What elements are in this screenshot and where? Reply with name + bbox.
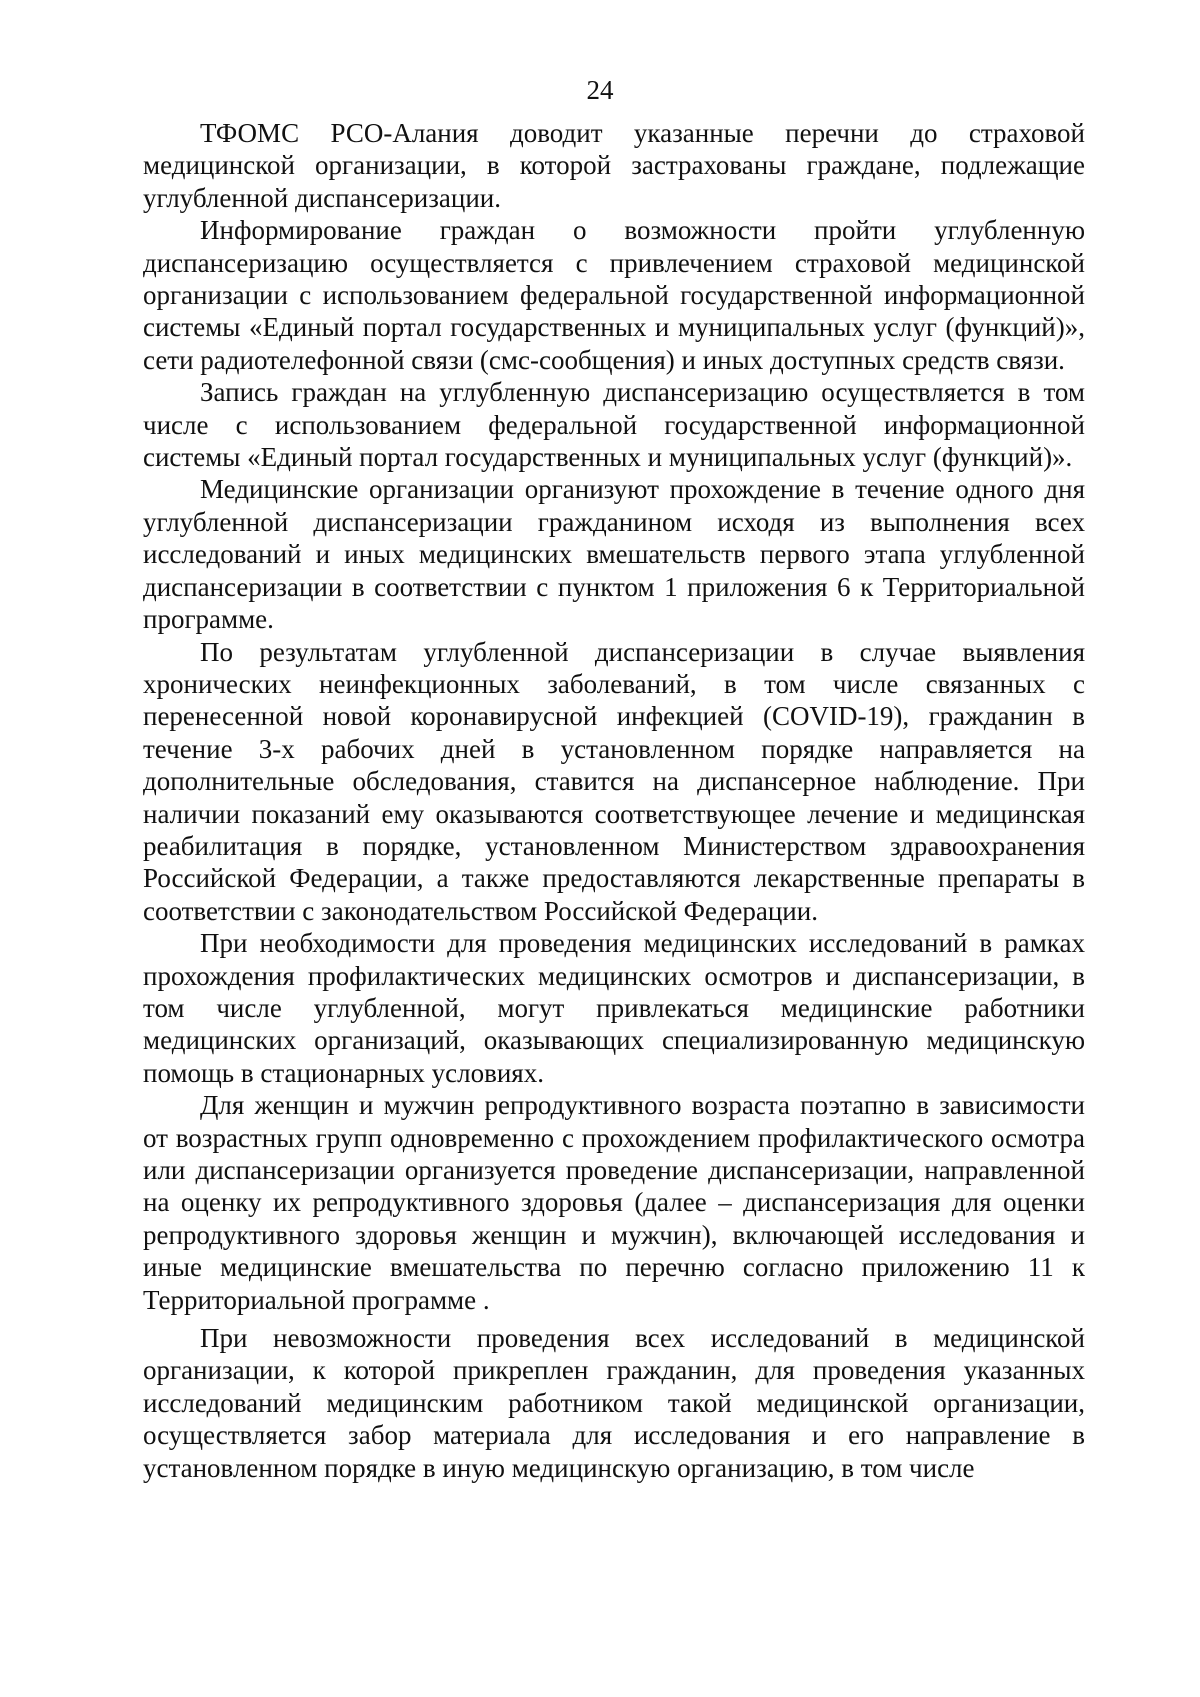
paragraph-one-day-dispensary: Медицинские организации организуют прохождение в течение одного дня углубленной диспансеризации гражданином исходя из выполнения всех исследований и иных медицинских вмешательств первого этапа углубленной диспансеризации в соответствии с пунктом 1 приложения 6 к Территориальной программе. (143, 474, 1085, 635)
paragraph-reproductive-health: Для женщин и мужчин репродуктивного возраста поэтапно в зависимости от возрастных групп одновременно с прохождением профилактического осмотра или диспансеризации организуется проведение диспансеризации, направленной на оценку их репродуктивного здоровья (далее – диспансеризация для оценки репродуктивного здоровья женщин и мужчин), включающей исследования и иные медицинские вмешательства по перечню согласно приложению 11 к Территориальной программе . (143, 1090, 1085, 1315)
paragraph-tfoms-lists: ТФОМС РСО-Алания доводит указанные перечни до страховой медицинской организации, в которой застрахованы граждане, подлежащие углубленной диспансеризации. (143, 118, 1085, 213)
paragraph-informing-citizens: Информирование граждан о возможности пройти углубленную диспансеризацию осуществляется с привлечением страховой медицинской организации с использованием федеральной государственной информационной системы «Единый портал государственных и муниципальных услуг (функций)», сети радиотелефонной связи (смс-сообщения) и иных доступных средств связи. (143, 215, 1085, 375)
paragraph-registration: Запись граждан на углубленную диспансеризацию осуществляется в том числе с использованием федеральной государственной информационной системы «Единый портал государственных и муниципальных услуг (функций)». (143, 377, 1085, 473)
paragraph-results-followup: По результатам углубленной диспансеризации в случае выявления хронических неинфекционных заболеваний, в том числе связанных с перенесенной новой коронавирусной инфекцией (COVID-19), гражданин в течение 3-х рабочих дней в установленном порядке направляется на дополнительные обследования, ставится на диспансерное наблюдение. При наличии показаний ему оказываются соответствующее лечение и медицинская реабилитация в порядке, установленном Министерством здравоохранения Российской Федерации, а также предоставляются лекарственные препараты в соответствии с законодательством Российской Федерации. (143, 636, 1085, 926)
document-body (143, 117, 1085, 1484)
paragraph-sample-collection: При невозможности проведения всех исследований в медицинской организации, к которой прикреплен гражданин, для проведения указанных исследований медицинским работником такой медицинской организации, осуществляется забор материала для исследования и его направление в установленном порядке в иную медицинскую организацию, в том числе (143, 1323, 1085, 1483)
page-number: 24 (586, 75, 614, 105)
paragraph-specialized-staff: При необходимости для проведения медицинских исследований в рамках прохождения профилактических медицинских осмотров и диспансеризации, в том числе углубленной, могут привлекаться медицинские работники медицинских организаций, оказывающих специализированную медицинскую помощь в стационарных условиях. (143, 928, 1085, 1088)
